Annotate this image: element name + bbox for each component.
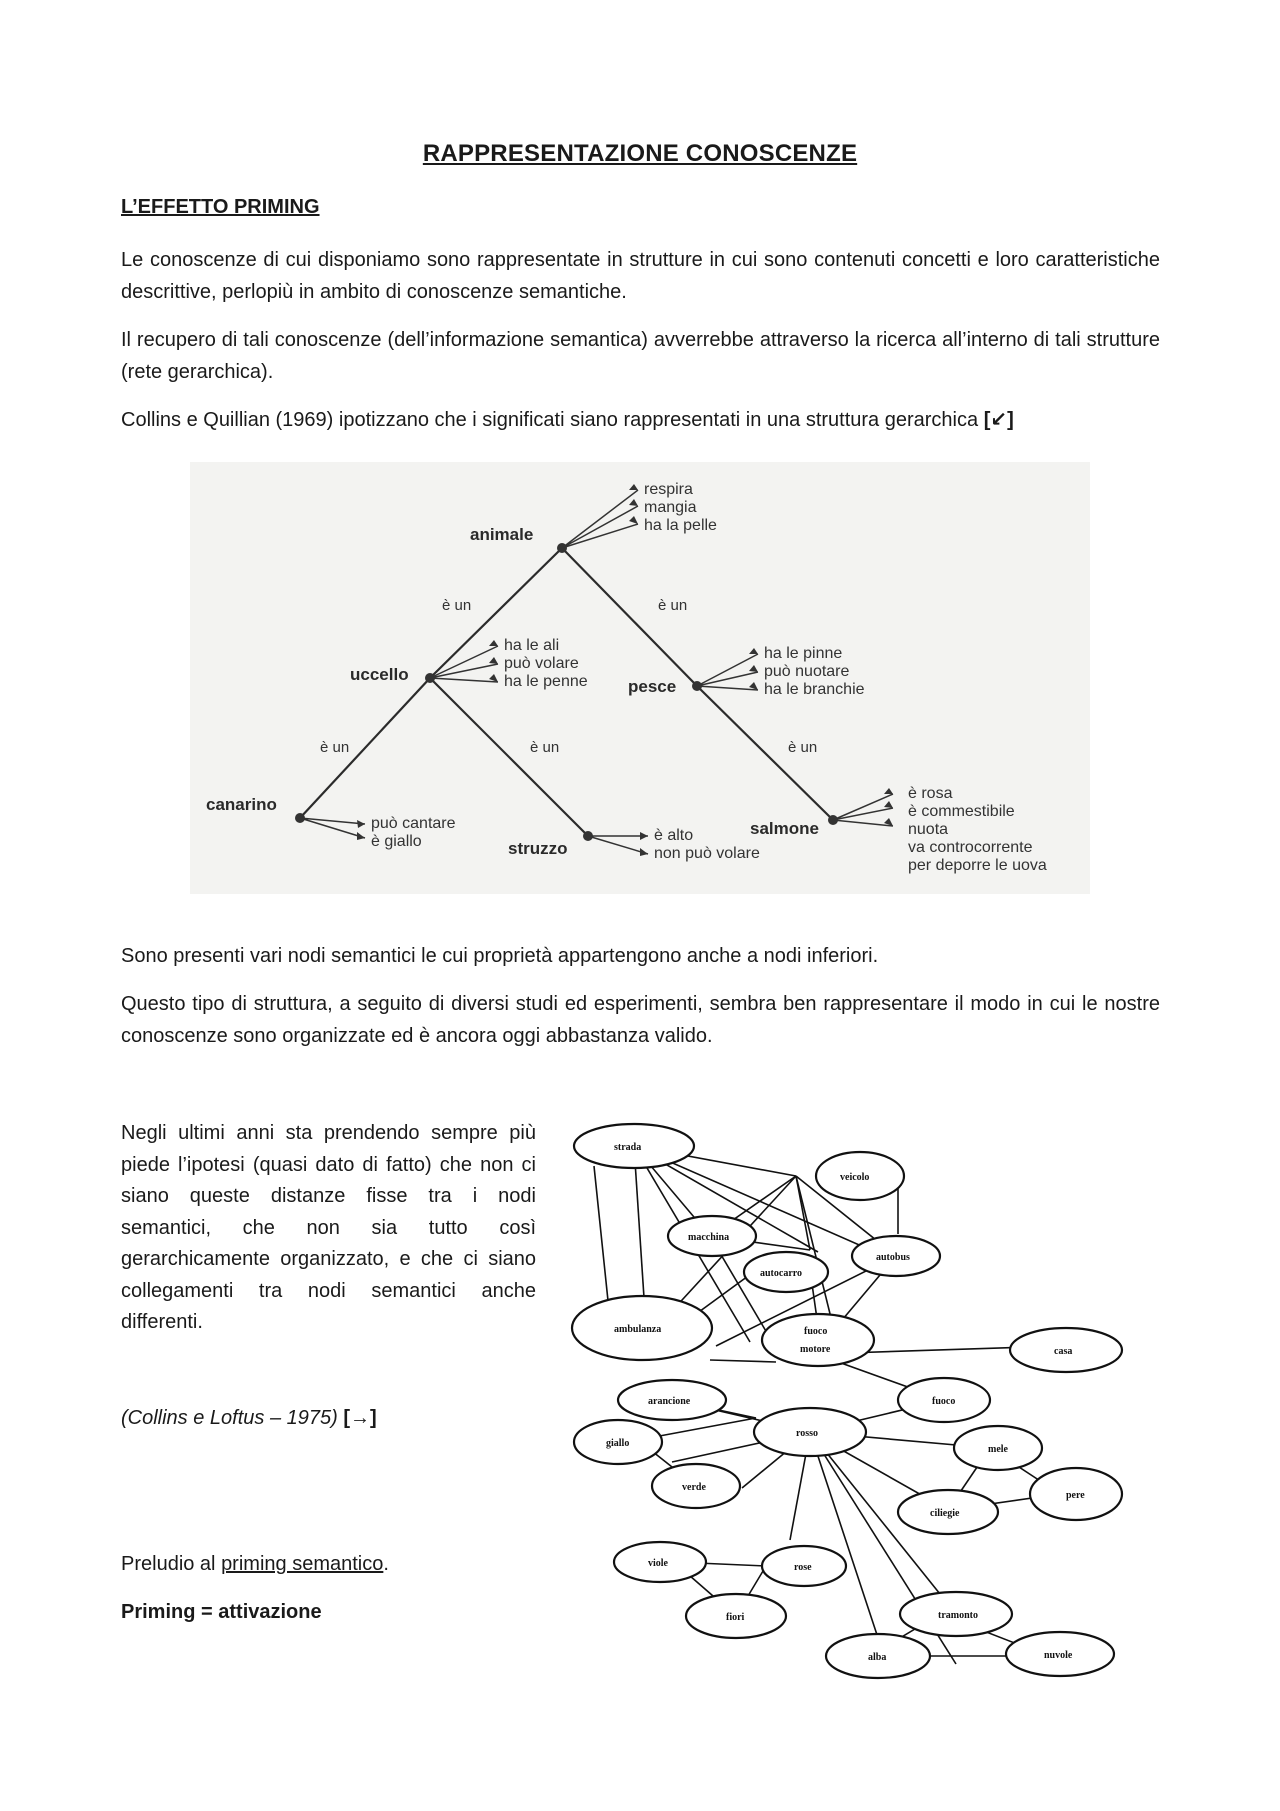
net-label-nuvole: nuvole xyxy=(1044,1650,1073,1661)
prop-canarino-giallo: è giallo xyxy=(371,833,422,850)
paragraph-semantic-nodes: Sono presenti vari nodi semantici le cui proprietà appartengono anche a nodi inferiori. xyxy=(121,945,879,967)
prelude-prefix: Preludio al xyxy=(121,1553,222,1575)
node-dot-uccello xyxy=(425,673,435,683)
isa-label-uccello-struzzo: è un xyxy=(530,739,560,756)
net-label-autocarro: autocarro xyxy=(760,1268,803,1279)
net-label-tramonto: tramonto xyxy=(938,1610,978,1621)
figure-reference-down[interactable]: [↙] xyxy=(983,409,1014,431)
paragraph-retrieval: Il recupero di tali conoscenze (dell’informazione semantica) avverrebbe attraverso la ricerca all’interno di tali strutture (rete gerarchica). xyxy=(121,329,1160,383)
net-label-viole: viole xyxy=(648,1558,668,1569)
net-label-fuoco-secondary: fuoco xyxy=(932,1396,956,1407)
net-label-veicolo: veicolo xyxy=(840,1172,870,1183)
prop-struzzo-volare: non può volare xyxy=(654,845,760,862)
prop-uccello-ali: ha le ali xyxy=(504,637,560,654)
isa-label-pesce-salmone: è un xyxy=(788,739,818,756)
node-dot-struzzo xyxy=(583,831,593,841)
prop-struzzo-alto: è alto xyxy=(654,827,694,844)
net-label-strada: strada xyxy=(614,1142,642,1153)
net-label-arancione: arancione xyxy=(648,1396,691,1407)
section-title: L’EFFETTO PRIMING xyxy=(121,196,320,218)
label-canarino: canarino xyxy=(206,795,277,814)
isa-label-uccello-canarino: è un xyxy=(320,739,350,756)
document-title: RAPPRESENTAZIONE CONOSCENZE xyxy=(422,140,858,167)
prop-uccello-volare: può volare xyxy=(504,655,579,672)
node-dot-pesce xyxy=(692,681,702,691)
net-label-rose: rose xyxy=(794,1562,812,1573)
collins-quillian-text: Collins e Quillian (1969) ipotizzano che i significati siano rappresentati in una struttura gerarchica xyxy=(121,409,979,431)
prop-salmone-controcorrente: va controcorrente xyxy=(908,839,1033,856)
label-pesce: pesce xyxy=(628,677,677,696)
net-node-fuoco-motore xyxy=(762,1314,874,1366)
prop-animale-pelle: ha la pelle xyxy=(644,517,717,534)
citation-text: (Collins e Loftus – 1975) xyxy=(121,1407,338,1429)
net-label-motore: motore xyxy=(800,1344,831,1355)
net-label-verde: verde xyxy=(682,1482,706,1493)
label-uccello: uccello xyxy=(350,665,409,684)
paragraph-structure-validity: Questo tipo di struttura, a seguito di diversi studi ed esperimenti, sembra ben rappresentare il modo in cui le nostre conoscenze sono organizzate ed è ancora oggi abbastanza valido. xyxy=(121,993,1160,1047)
hierarchy-diagram xyxy=(190,462,1090,894)
semantic-network-diagram xyxy=(570,1110,1130,1690)
node-dot-animale xyxy=(557,543,567,553)
net-label-fiori: fiori xyxy=(726,1612,745,1623)
net-label-ciliegie: ciliegie xyxy=(930,1508,960,1519)
net-label-alba: alba xyxy=(868,1652,887,1663)
prop-salmone-uova: per deporre le uova xyxy=(908,857,1047,874)
prop-animale-respira: respira xyxy=(644,481,693,498)
net-label-fuoco: fuoco xyxy=(804,1326,828,1337)
node-dot-salmone xyxy=(828,815,838,825)
prop-pesce-pinne: ha le pinne xyxy=(764,645,843,662)
prop-pesce-nuotare: può nuotare xyxy=(764,663,850,680)
figure-reference-right[interactable]: [→] xyxy=(343,1407,377,1429)
priming-semantico-link[interactable]: priming semantico xyxy=(221,1553,384,1575)
node-dot-canarino xyxy=(295,813,305,823)
net-label-rosso: rosso xyxy=(796,1428,819,1439)
label-salmone: salmone xyxy=(750,819,819,838)
net-label-pere: pere xyxy=(1066,1490,1085,1501)
prop-canarino-cantare: può cantare xyxy=(371,815,456,832)
net-label-ambulanza: ambulanza xyxy=(614,1324,662,1335)
prop-salmone-commestibile: è commestibile xyxy=(908,803,1015,820)
priming-definition: Priming = attivazione xyxy=(121,1601,322,1623)
prop-salmone-rosa: è rosa xyxy=(908,785,953,802)
paragraph-collins-quillian xyxy=(121,404,1014,436)
net-label-casa: casa xyxy=(1054,1346,1073,1357)
prop-animale-mangia: mangia xyxy=(644,499,697,516)
net-label-macchina: macchina xyxy=(688,1232,730,1243)
prop-salmone-nuota: nuota xyxy=(908,821,949,838)
net-label-giallo: giallo xyxy=(606,1438,630,1449)
net-label-autobus: autobus xyxy=(876,1252,910,1263)
isa-label-animale-uccello: è un xyxy=(442,597,472,614)
paragraph-intro: Le conoscenze di cui disponiamo sono rappresentate in strutture in cui sono contenuti concetti e loro caratteristiche descrittive, perlopiù in ambito di conoscenze semantiche. xyxy=(121,249,1160,303)
net-label-mele: mele xyxy=(988,1444,1008,1455)
isa-label-animale-pesce: è un xyxy=(658,597,688,614)
prop-pesce-branchie: ha le branchie xyxy=(764,681,865,698)
prelude-line xyxy=(121,1548,389,1580)
prop-uccello-penne: ha le penne xyxy=(504,673,588,690)
prelude-suffix: . xyxy=(383,1553,389,1575)
label-struzzo: struzzo xyxy=(508,839,568,858)
citation-collins-loftus xyxy=(121,1402,377,1434)
paragraph-recent-hypothesis: Negli ultimi anni sta prendendo sempre più piede l’ipotesi (quasi dato di fatto) che non ci siano queste distanze fisse tra i nodi semantici, che non sia tutto così gerarchicamente organizzato, e che ci siano collegamenti tra nodi semantici anche differenti. xyxy=(121,1122,536,1333)
label-animale: animale xyxy=(470,525,534,544)
